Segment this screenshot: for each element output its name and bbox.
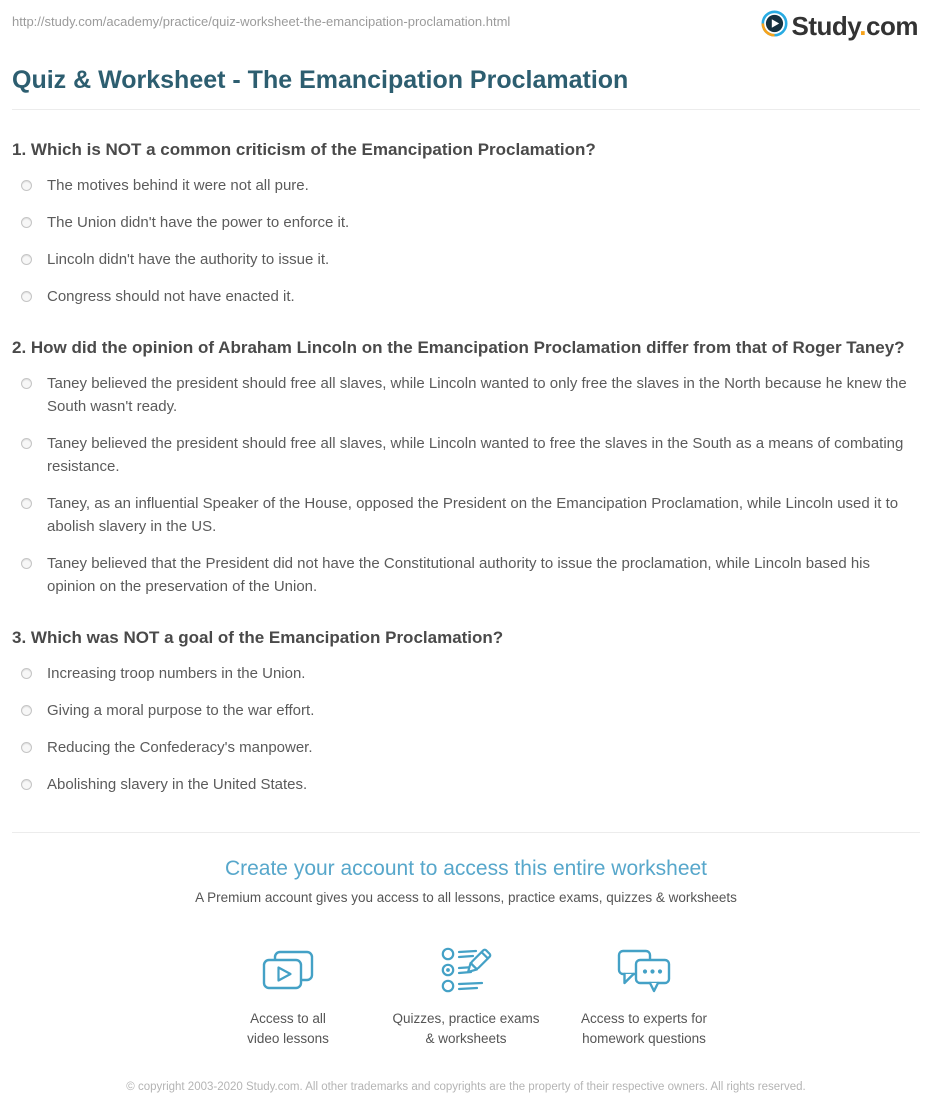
radio-button[interactable] (21, 378, 32, 389)
answer-option-label[interactable]: Giving a moral purpose to the war effort. (47, 702, 315, 719)
feature-label-line: & worksheets (425, 1031, 507, 1046)
video-lessons-icon (199, 939, 377, 997)
premium-subtitle: A Premium account gives you access to all lessons, practice exams, quizzes & worksheets (195, 890, 737, 905)
radio-button[interactable] (21, 291, 32, 302)
logo-dot: . (859, 10, 867, 41)
feature-video-lessons (199, 939, 377, 1049)
answer-option (12, 372, 920, 418)
logo-word-study: Study (791, 10, 860, 41)
create-account-heading[interactable]: Create your account to access this entire worksheet (224, 857, 708, 880)
answer-option-label[interactable]: Taney, as an influential Speaker of the House, opposed the President on the Emancipation Proclamation, while Lincoln used it to abolish slavery in the US. (47, 495, 899, 535)
radio-button[interactable] (21, 254, 32, 265)
answer-option-label[interactable]: Congress should not have enacted it. (47, 288, 295, 305)
answer-option (12, 174, 920, 197)
page-title: Quiz & Worksheet - The Emancipation Proclamation (12, 66, 629, 94)
answer-option (12, 211, 920, 234)
answer-option-label[interactable]: Taney believed that the President did not have the Constitutional authority to issue the proclamation, while Lincoln based his opinion on the preservation of the Union. (47, 555, 871, 595)
answer-option (12, 662, 920, 685)
studycom-logo-icon (761, 10, 788, 42)
question-1-heading: 1. Which is NOT a common criticism of the Emancipation Proclamation? (12, 140, 596, 159)
feature-quizzes-worksheets (377, 939, 555, 1049)
radio-button[interactable] (21, 705, 32, 716)
answer-option-label[interactable]: Reducing the Confederacy's manpower. (47, 739, 313, 756)
feature-label-line: homework questions (582, 1031, 706, 1046)
feature-list (12, 939, 920, 1049)
studycom-logo-text (792, 11, 919, 42)
feature-label-line: Access to all (250, 1011, 326, 1026)
radio-button[interactable] (21, 779, 32, 790)
answer-option-label[interactable]: Taney believed the president should free all slaves, while Lincoln wanted to only free the slaves in the North because he knew the South wasn't ready. (47, 375, 907, 415)
page-url: http://study.com/academy/practice/quiz-worksheet-the-emancipation-proclamation.html (12, 14, 511, 29)
feature-label-line: Access to experts for (580, 1011, 708, 1026)
answer-option-label[interactable]: The motives behind it were not all pure. (47, 177, 309, 194)
answer-option-label[interactable]: Abolishing slavery in the United States. (47, 776, 308, 793)
answer-option (12, 773, 920, 796)
divider (12, 832, 920, 833)
create-account-section (12, 832, 920, 1114)
answer-option-label[interactable]: Increasing troop numbers in the Union. (47, 665, 306, 682)
answer-option-label[interactable]: Lincoln didn't have the authority to issue it. (47, 251, 330, 268)
answer-option (12, 699, 920, 722)
question-1 (12, 140, 920, 308)
answer-option (12, 285, 920, 308)
answer-option (12, 552, 920, 598)
answer-option (12, 736, 920, 759)
answer-option-label[interactable]: Taney believed the president should free all slaves, while Lincoln wanted to free the slaves in the South as a means of combating resistance. (47, 435, 904, 475)
radio-button[interactable] (21, 742, 32, 753)
studycom-logo[interactable] (761, 10, 919, 42)
chat-experts-icon (555, 939, 733, 997)
logo-word-com: com (866, 10, 918, 41)
question-2 (12, 338, 920, 598)
answer-option (12, 492, 920, 538)
answer-option (12, 248, 920, 271)
answer-option (12, 432, 920, 478)
answer-option-label[interactable]: The Union didn't have the power to enforce it. (47, 214, 350, 231)
copyright-notice: © copyright 2003-2020 Study.com. All other trademarks and copyrights are the property of their respective owners. All rights reserved. (126, 1081, 806, 1093)
radio-button[interactable] (21, 558, 32, 569)
radio-button[interactable] (21, 438, 32, 449)
feature-label-line: Quizzes, practice exams (392, 1011, 540, 1026)
question-3-heading: 3. Which was NOT a goal of the Emancipation Proclamation? (12, 628, 504, 647)
quizzes-worksheets-icon (377, 939, 555, 997)
radio-button[interactable] (21, 180, 32, 191)
divider (12, 109, 920, 110)
radio-button[interactable] (21, 498, 32, 509)
feature-label (377, 1009, 555, 1049)
question-3 (12, 628, 920, 796)
feature-homework-experts (555, 939, 733, 1049)
feature-label (555, 1009, 733, 1049)
radio-button[interactable] (21, 217, 32, 228)
radio-button[interactable] (21, 668, 32, 679)
question-2-heading: 2. How did the opinion of Abraham Lincoln on the Emancipation Proclamation differ from that of Roger Taney? (12, 338, 905, 357)
feature-label-line: video lessons (247, 1031, 329, 1046)
page-header (0, 0, 932, 42)
feature-label (199, 1009, 377, 1049)
